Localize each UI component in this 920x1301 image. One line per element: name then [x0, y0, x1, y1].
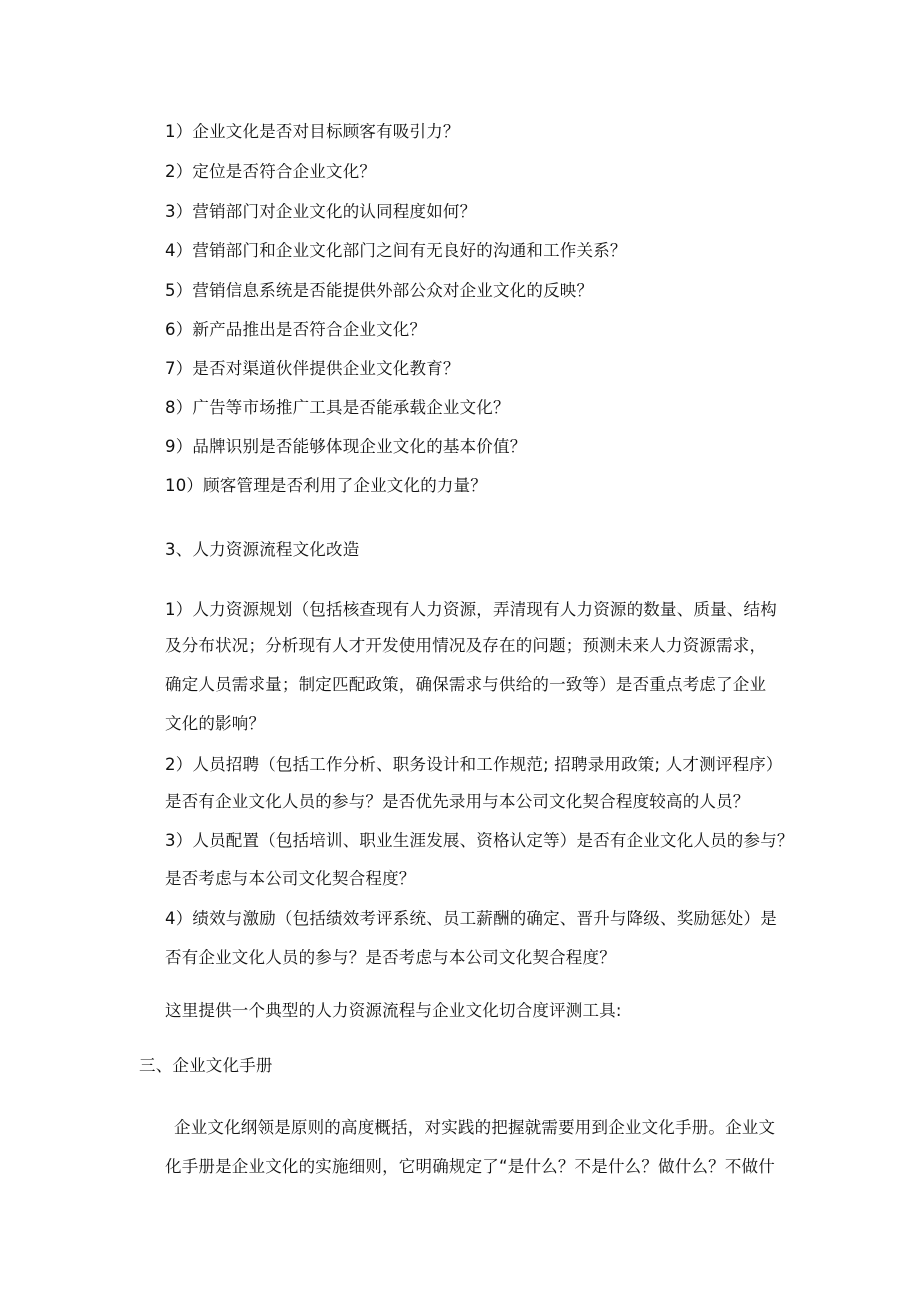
marketing-question-3: 3）营销部门对企业文化的认同程度如何？ — [165, 202, 477, 221]
marketing-question-2: 2）定位是否符合企业文化？ — [165, 162, 377, 181]
hr-tool-note: 这里提供一个典型的人力资源流程与企业文化切合度评测工具: — [165, 1001, 622, 1020]
hr-item-3-line-2: 是否考虑与本公司文化契合程度？ — [165, 869, 416, 888]
hr-section-heading: 3、人力资源流程文化改造 — [165, 540, 360, 559]
hr-item-2-line-2: 是否有企业文化人员的参与？是否优先录用与本公司文化契合程度较高的人员？ — [165, 792, 750, 811]
hr-item-1-line-1: 1）人力资源规划（包括核查现有人力资源，弄清现有人力资源的数量、质量、结构 — [165, 600, 777, 619]
hr-item-3-line-1: 3）人员配置（包括培训、职业生涯发展、资格认定等）是否有企业文化人员的参与？ — [165, 831, 794, 850]
marketing-question-8: 8）广告等市场推广工具是否能承载企业文化？ — [165, 398, 510, 417]
hr-item-1-line-3: 确定人员需求量；制定匹配政策，确保需求与供给的一致等）是否重点考虑了企业 — [165, 675, 767, 694]
marketing-question-7: 7）是否对渠道伙伴提供企业文化教育？ — [165, 359, 460, 378]
marketing-question-9: 9）品牌识别是否能够体现企业文化的基本价值？ — [165, 437, 527, 456]
marketing-question-4: 4）营销部门和企业文化部门之间有无良好的沟通和工作关系？ — [165, 241, 627, 260]
marketing-question-5: 5）营销信息系统是否能提供外部公众对企业文化的反映？ — [165, 281, 594, 300]
marketing-question-6: 6）新产品推出是否符合企业文化？ — [165, 320, 427, 339]
marketing-question-10: 10）顾客管理是否利用了企业文化的力量？ — [165, 476, 487, 495]
handbook-paragraph-line-2: 化手册是企业文化的实施细则，它明确规定了“是什么？不是什么？做什么？不做什 — [165, 1157, 775, 1176]
hr-item-1-line-4: 文化的影响？ — [165, 714, 266, 733]
hr-item-4-line-1: 4）绩效与激励（包括绩效考评系统、员工薪酬的确定、晋升与降级、奖励惩处）是 — [165, 909, 777, 928]
hr-item-1-line-2: 及分布状况；分析现有人才开发使用情况及存在的问题；预测未来人力资源需求， — [165, 636, 767, 655]
marketing-question-1: 1）企业文化是否对目标顾客有吸引力？ — [165, 122, 460, 141]
handbook-section-heading: 三、企业文化手册 — [139, 1056, 273, 1075]
hr-item-2-line-1: 2）人员招聘（包括工作分析、职务设计和工作规范; 招聘录用政策; 人才测评程序） — [165, 755, 783, 774]
hr-item-4-line-2: 否有企业文化人员的参与？是否考虑与本公司文化契合程度？ — [165, 948, 616, 967]
handbook-paragraph-line-1: 企业文化纲领是原则的高度概括，对实践的把握就需要用到企业文化手册。企业文 — [174, 1118, 776, 1137]
